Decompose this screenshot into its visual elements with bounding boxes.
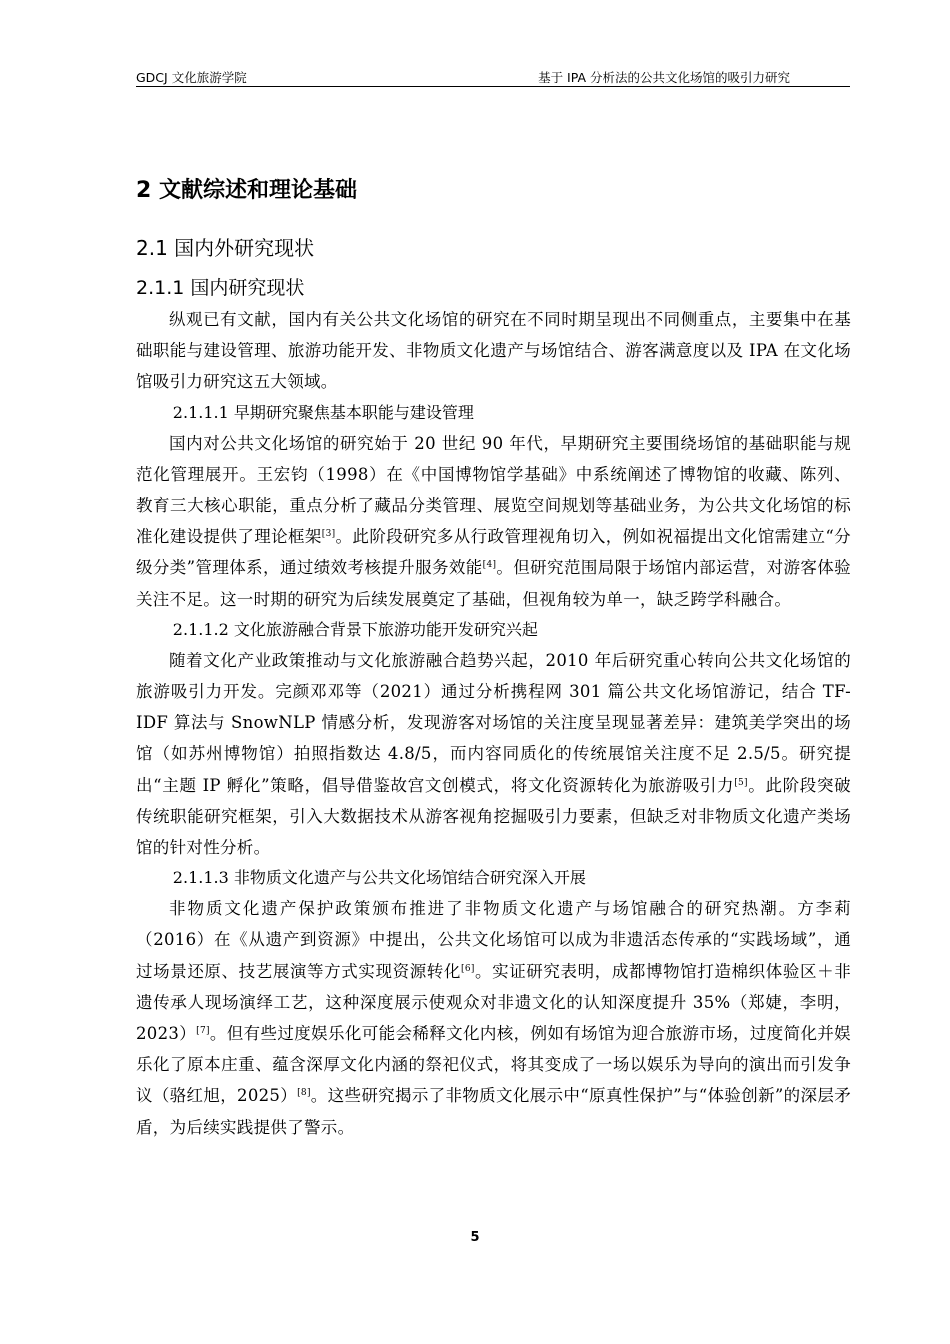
text: 。但有些过度娱乐化可能会稀释文化内核，例如有场馆为迎合旅游市场，过度简化并娱乐化了原本庄重、蕴含深厚文化内涵的祭祀仪式，将其变成了一场以娱乐为导向的演出而引发争议（骆红旭，2025） <box>136 1024 851 1106</box>
subsection-title: 2.1.1 国内研究现状 <box>136 277 305 299</box>
subsubsection-heading-3: 2.1.1.3 非物质文化遗产与公共文化场馆结合研究深入开展 <box>172 868 586 888</box>
paragraph-tourism-function <box>136 645 851 863</box>
page-body <box>136 160 851 1143</box>
paragraph-intangible-heritage <box>136 893 851 1143</box>
citation: [7] <box>196 1026 210 1037</box>
citation: [8] <box>297 1088 311 1099</box>
page-number: 5 <box>470 1230 480 1245</box>
paragraph-early-research <box>136 428 851 615</box>
running-header <box>136 66 850 87</box>
citation: [4] <box>482 560 497 571</box>
text: 非物质文化遗产保护政策颁布推进了非物质文化遗产与场馆融合的研究热潮。方李莉（2016）在《从遗产到资源》中提出，公共文化场馆可以成为非遗活态传承的“实践场域”，通过场景还原、技艺展演等方式实现资源转化 <box>136 899 851 981</box>
section-title: 2.1 国内外研究现状 <box>136 236 315 260</box>
header-institution: GDCJ 文化旅游学院 <box>136 70 247 85</box>
citation: [3] <box>321 529 336 540</box>
header-thesis-title: 基于 IPA 分析法的公共文化场馆的吸引力研究 <box>538 70 790 85</box>
text: 。此阶段研究多从行政管理视角切入，例如祝福提出文化馆需建立“分级分类”管理体系，通过绩效考核提升服务效能 <box>136 527 851 578</box>
citation: [6] <box>461 963 475 974</box>
subsubsection-heading-2: 2.1.1.2 文化旅游融合背景下旅游功能开发研究兴起 <box>172 619 538 639</box>
text: 国内对公共文化场馆的研究始于 20 世纪 90 年代，早期研究主要围绕场馆的基础职能与规范化管理展开。王宏钧（1998）在《中国博物馆学基础》中系统阐述了博物馆的收藏、陈列、教育三大核心职能，重点分析了藏品分类管理、展览空间规划等基础业务，为公共文化场馆的标准化建设提供了理论框架 <box>136 433 851 547</box>
text: 。实证研究表明，成都博物馆打造棉织体验区＋非遗传承人现场演绎工艺，这种深度展示使观众对非遗文化的认知深度提升 35%（郑婕，李明，2023） <box>136 961 851 1044</box>
text: 随着文化产业政策推动与文化旅游融合趋势兴起，2010 年后研究重心转向公共文化场馆的旅游吸引力开发。完颜邓邓等（2021）通过分析携程网 301 篇公共文化场馆游记，结合 TF-IDF 算法与 SnowNLP 情感分析，发现游客对场馆的关注度呈现显著差异：建筑美学突出的场馆（如苏州博物馆）拍照指数达 4.8/5，而内容同质化的传统展馆关注度不足 2.5/5。研究提出“主题 IP 孵化”策略，倡导借鉴故宫文创模式，将文化资源转化为旅游吸引力 <box>136 650 851 795</box>
intro-paragraph: 纵观已有文献，国内有关公共文化场馆的研究在不同时期呈现出不同侧重点，主要集中在基础职能与建设管理、旅游功能开发、非物质文化遗产与场馆结合、游客满意度以及 IPA 在文化场馆吸引力研究这五大领域。 <box>136 310 851 392</box>
chapter-title: 2 文献综述和理论基础 <box>136 178 357 203</box>
text: 。这些研究揭示了非物质文化展示中“原真性保护”与“体验创新”的深层矛盾，为后续实践提供了警示。 <box>136 1086 851 1137</box>
subsubsection-heading-1: 2.1.1.1 早期研究聚焦基本职能与建设管理 <box>172 402 474 422</box>
text: 。此阶段突破传统职能研究框架，引入大数据技术从游客视角挖掘吸引力要素，但缺乏对非物质文化遗产类场馆的针对性分析。 <box>136 775 851 858</box>
text: 。但研究范围局限于场馆内部运营，对游客体验关注不足。这一时期的研究为后续发展奠定了基础，但视角较为单一，缺乏跨学科融合。 <box>136 558 851 609</box>
citation: [5] <box>734 777 748 788</box>
